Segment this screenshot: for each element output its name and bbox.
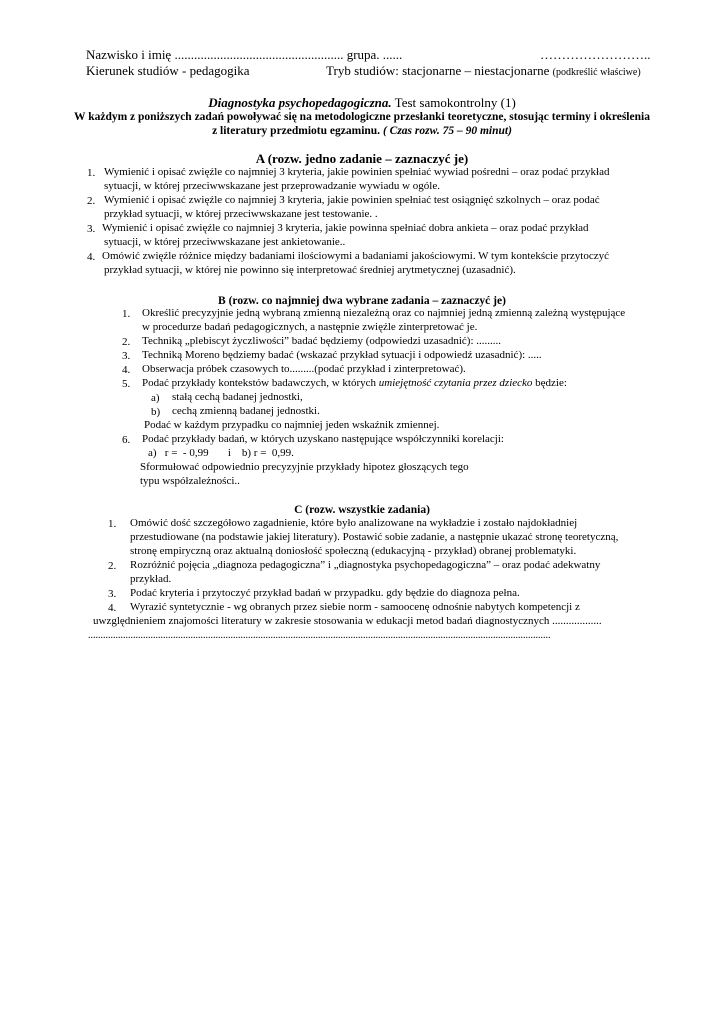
b-item-6-line-3: Sformułować odpowiednio precyzyjnie przykłady hipotez głoszących tego	[140, 461, 469, 473]
b-item-number: 4.	[122, 364, 131, 376]
a-item-1-line-2: sytuacji, w której przeciwwskazane jest przeprowadzanie wywiadu w ogóle.	[104, 180, 440, 192]
b-item-number: 6.	[122, 434, 131, 446]
instruction-line-1: W każdym z poniższych zadań powoływać się na metodologiczne przesłanki teoretyczne, stosując terminy i określenia	[74, 111, 650, 123]
c-item-3: Podać kryteria i przytoczyć przykład badań w przypadku. gdy będzie do diagnoza pełna.	[130, 587, 520, 599]
b-item-3: Techniką Moreno będziemy badać (wskazać przykład sytuacji i odpowiedź uzasadnić): .....	[142, 349, 542, 361]
b-item-5-post: będzie:	[535, 377, 567, 389]
a-item-4-line-1: Omówić zwięźle różnice między badaniami ilościowymi a badaniami jakościowymi. W tym kontekście przytoczyć	[102, 250, 609, 262]
b-item-6-line-4: typu współzależności..	[140, 475, 240, 487]
a-item-number: 4.	[87, 251, 96, 263]
b-item-6: Podać przykłady badań, w których uzyskano następujące współczynniki korelacji:	[142, 433, 504, 445]
c-item-number: 4.	[108, 602, 117, 614]
b-item-2: Techniką „plebiscyt życzliwości” badać będziemy (odpowiedzi uzasadnić): .........	[142, 335, 502, 347]
b-item-4: Obserwacja próbek czasowych to.........(podać przykład i zinterpretować).	[142, 363, 466, 375]
b-item-6-correlations: a) r = - 0,99 i b) r = 0,99.	[148, 447, 294, 459]
c-item-number: 3.	[108, 588, 117, 600]
b-item-5-italic: umiejętność czytania przez dziecko	[378, 377, 533, 389]
a-item-number: 3.	[87, 223, 96, 235]
page-title	[0, 95, 724, 110]
answer-dotted-line: .........................................................................................................................................................................................	[88, 630, 551, 641]
name-group-line: Nazwisko i imię .................................................... grupa. ......	[86, 47, 403, 62]
instruction-text: z literatury przedmiotu egzaminu.	[212, 125, 381, 137]
c-item-number: 2.	[108, 560, 117, 572]
c-item-1-line-1: Omówić dość szczegółowo zagadnienie, które było analizowane na wykładzie i zostało najdokładniej	[130, 517, 578, 529]
a-item-1-line-1: Wymienić i opisać zwięźle co najmniej 3 kryteria, jakie powinien spełniać wywiad pośredni – oraz podać przykład	[104, 166, 610, 178]
a-item-2-line-1: Wymienić i opisać zwięźle co najmniej 3 kryteria, jakie powinien spełniać test osiągnięć szkolnych – oraz podać	[104, 194, 600, 206]
b-item-number: 2.	[122, 336, 131, 348]
b-item-1-line-2: w procedurze badań pedagogicznych, a następnie zwięźle zinterpretować je.	[142, 321, 478, 333]
b-item-5	[142, 377, 567, 391]
dots-right: ……………………..	[540, 47, 651, 62]
c-item-1-line-3: stronę empiryczną oraz aktualną doniosłość społeczną (edukacyjną - przykład) obranej problematyki.	[130, 545, 577, 557]
b-item-5-a: stałą cechą badanej jednostki,	[172, 391, 303, 403]
b-item-number: 1.	[122, 308, 131, 320]
section-c-heading: C (rozw. wszystkie zadania)	[294, 504, 430, 516]
c-item-number: 1.	[108, 518, 117, 530]
b-item-5-letter: a)	[151, 392, 160, 404]
study-mode-note: (podkreślić właściwe)	[552, 67, 641, 78]
c-item-4-line-1: Wyrazić syntetycznie - wg obranych przez siebie norm - samoocenę odnośnie nabytych kompetencji z	[130, 601, 580, 613]
b-item-5-pre: Podać przykłady kontekstów badawczych, w których	[142, 377, 376, 389]
a-item-number: 1.	[87, 167, 96, 179]
b-item-5-letter: b)	[151, 406, 161, 418]
instruction-line-2	[0, 124, 724, 138]
title-rest: Test samokontrolny (1)	[394, 95, 516, 110]
time-note: ( Czas rozw. 75 – 90 minut)	[382, 125, 512, 137]
a-item-2-line-2: przykład sytuacji, w której przeciwwskazane jest testowanie. .	[104, 208, 378, 220]
a-item-4-line-2: przykład sytuacji, w której nie powinno się interpretować średniej arytmetycznej (uzasadnić).	[104, 264, 516, 276]
title-subject: Diagnostyka psychopedagogiczna.	[208, 95, 392, 110]
b-item-5-note: Podać w każdym przypadku co najmniej jeden wskaźnik zmiennej.	[144, 419, 440, 431]
a-item-number: 2.	[87, 195, 96, 207]
b-item-5-b: cechą zmienną badanej jednostki.	[172, 405, 320, 417]
section-a-heading: A (rozw. jedno zadanie – zaznaczyć je)	[255, 151, 469, 166]
field-of-study: Kierunek studiów - pedagogika	[86, 63, 250, 78]
c-item-1-line-2: przestudiowane (na podstawie jakiej literatury). Postawić sobie zadanie, a następnie ukazać stronę teoretyczną,	[130, 531, 619, 543]
study-mode	[326, 63, 641, 80]
section-b-heading: B (rozw. co najmniej dwa wybrane zadania – zaznaczyć je)	[218, 295, 506, 307]
c-item-2-line-2: przykład.	[130, 573, 172, 585]
study-mode-label: Tryb studiów: stacjonarne – niestacjonarne	[326, 63, 550, 78]
b-item-1-line-1: Określić precyzyjnie jedną wybraną zmienną niezależną oraz co najmniej jedną zmienną zależną występujące	[142, 307, 626, 319]
a-item-3-line-2: sytuacji, w której przeciwwskazane jest ankietowanie..	[104, 236, 346, 248]
c-item-2-line-1: Rozróżnić pojęcia „diagnoza pedagogiczna” i „diagnostyka psychopedagogiczna” – oraz podać adekwatny	[130, 559, 601, 571]
b-item-number: 5.	[122, 378, 131, 390]
b-item-number: 3.	[122, 350, 131, 362]
a-item-3-line-1: Wymienić i opisać zwięźle co najmniej 3 kryteria, jakie powinna spełniać dobra ankieta – oraz podać przykład	[102, 222, 589, 234]
c-item-4-line-2: uwzględnieniem znajomości literatury w zakresie stosowania w edukacji metod badań diagnostycznych ..................	[93, 615, 602, 627]
